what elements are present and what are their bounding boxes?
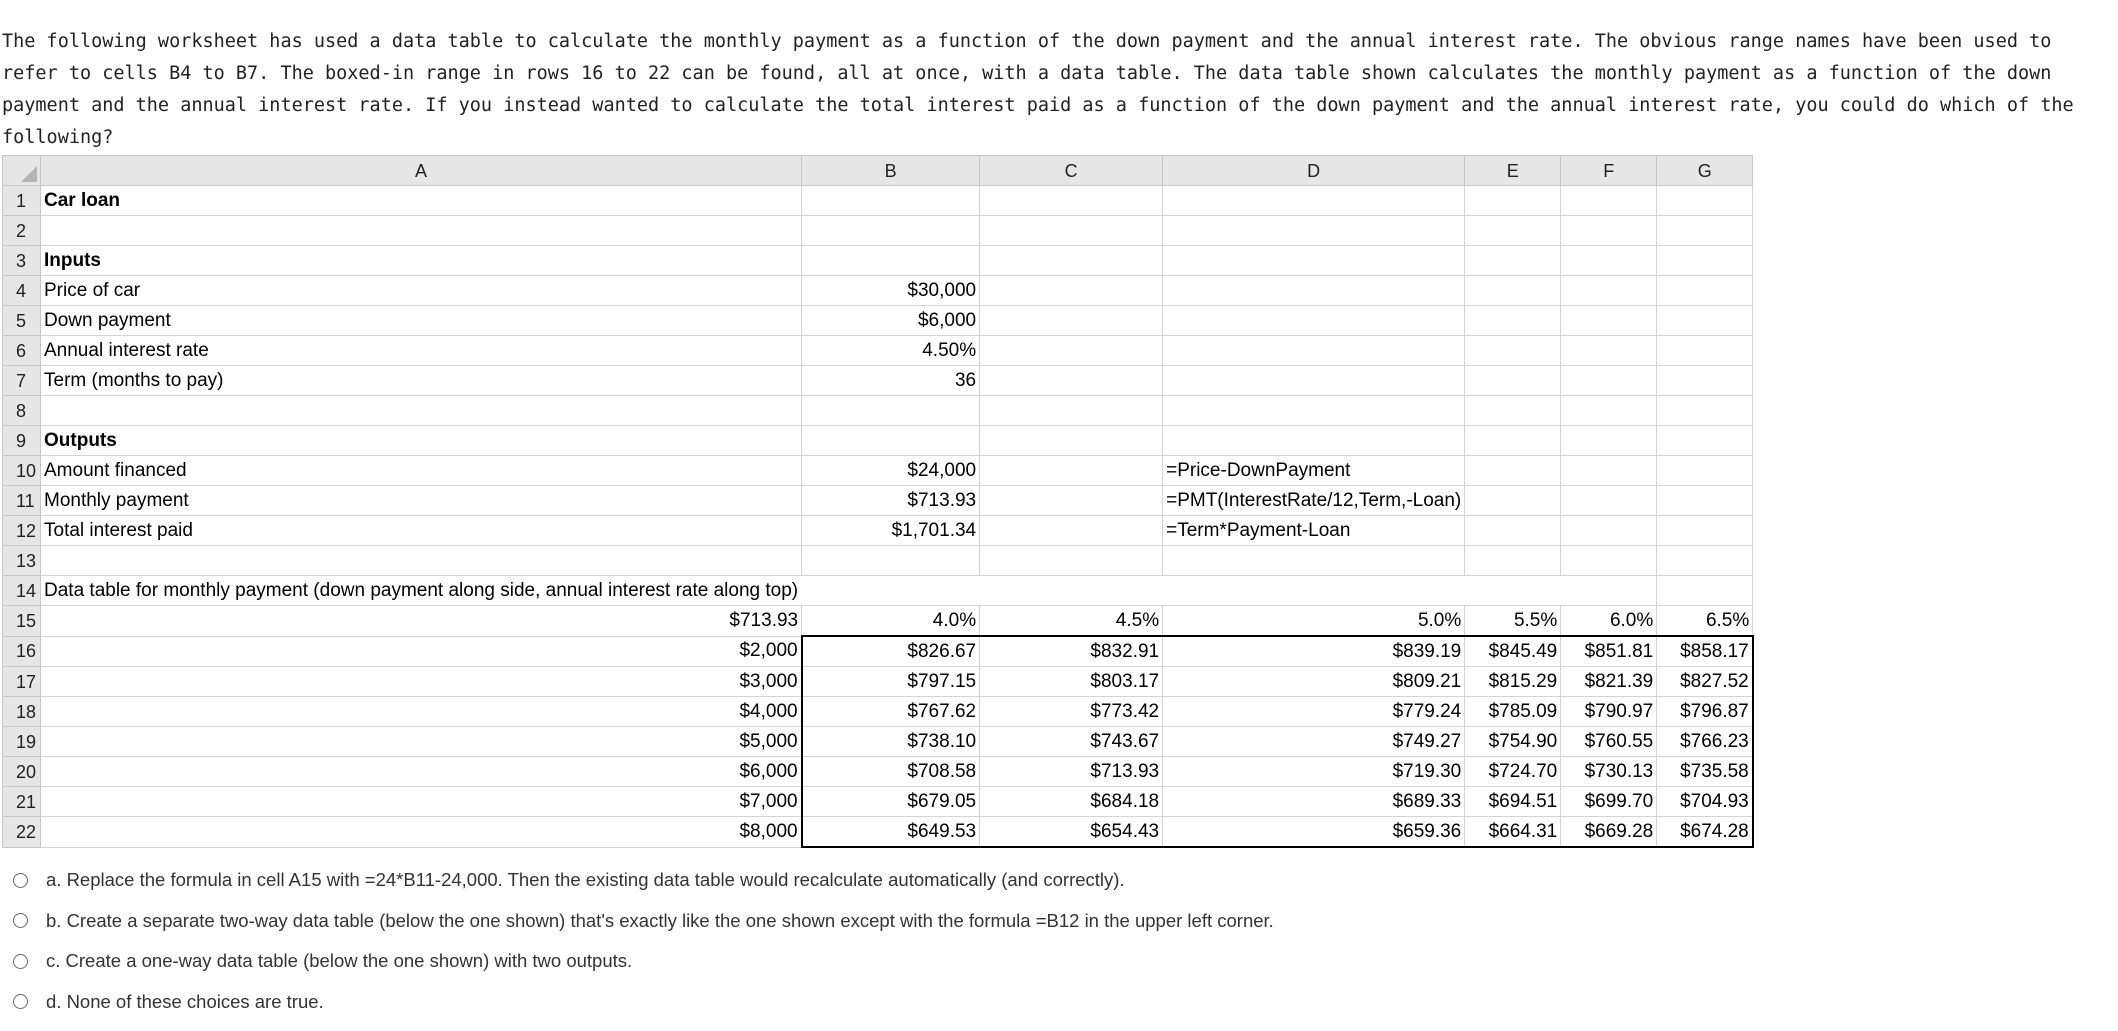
choice-d-label[interactable]: d. None of these choices are true. — [46, 990, 324, 1012]
cell-a7: Term (months to pay) — [41, 366, 802, 396]
cell-f22: $669.28 — [1561, 817, 1657, 848]
cell-g16: $858.17 — [1657, 636, 1753, 667]
cell-a1: Car loan — [41, 186, 802, 216]
cell-g17: $827.52 — [1657, 667, 1753, 697]
cell-a9: Outputs — [41, 426, 802, 456]
cell-d20: $719.30 — [1163, 757, 1465, 787]
cell-e18: $785.09 — [1465, 697, 1561, 727]
cell-b5: $6,000 — [802, 306, 980, 336]
column-header-b: B — [802, 156, 980, 186]
cell-d19: $749.27 — [1163, 727, 1465, 757]
cell-g18: $796.87 — [1657, 697, 1753, 727]
cell-d10: =Price-DownPayment — [1163, 456, 1465, 486]
row-number: 11 — [3, 486, 41, 516]
row-number: 19 — [3, 727, 41, 757]
cell-d16: $839.19 — [1163, 636, 1465, 667]
cell-a10: Amount financed — [41, 456, 802, 486]
cell-e16: $845.49 — [1465, 636, 1561, 667]
cell-e20: $724.70 — [1465, 757, 1561, 787]
cell-b18: $767.62 — [802, 697, 980, 727]
cell-e17: $815.29 — [1465, 667, 1561, 697]
cell-b11: $713.93 — [802, 486, 980, 516]
cell-b19: $738.10 — [802, 727, 980, 757]
cell-a19: $5,000 — [41, 727, 802, 757]
row-number: 14 — [3, 576, 41, 606]
row-number: 5 — [3, 306, 41, 336]
row-number: 4 — [3, 276, 41, 306]
row-number: 8 — [3, 396, 41, 426]
column-header-e: E — [1465, 156, 1561, 186]
radio-button-d[interactable] — [13, 994, 28, 1009]
row-number: 1 — [3, 186, 41, 216]
choice-c-label[interactable]: c. Create a one-way data table (below the one shown) with two outputs. — [46, 950, 633, 972]
cell-c16: $832.91 — [980, 636, 1163, 667]
cell-b17: $797.15 — [802, 667, 980, 697]
row-number: 12 — [3, 516, 41, 546]
cell-f17: $821.39 — [1561, 667, 1657, 697]
cell-b22: $649.53 — [802, 817, 980, 848]
cell-a11: Monthly payment — [41, 486, 802, 516]
cell-a16: $2,000 — [41, 636, 802, 667]
cell-b20: $708.58 — [802, 757, 980, 787]
cell-d22: $659.36 — [1163, 817, 1465, 848]
answer-choices — [13, 860, 1274, 1022]
cell-d12: =Term*Payment-Loan — [1163, 516, 1465, 546]
radio-button-b[interactable] — [13, 913, 28, 928]
column-header-c: C — [980, 156, 1163, 186]
cell-b7: 36 — [802, 366, 980, 396]
row-number: 21 — [3, 787, 41, 817]
cell-a5: Down payment — [41, 306, 802, 336]
radio-button-a[interactable] — [13, 873, 28, 888]
cell-e21: $694.51 — [1465, 787, 1561, 817]
cell-b6: 4.50% — [802, 336, 980, 366]
cell-a14: Data table for monthly payment (down payment along side, annual interest rate along top) — [41, 576, 802, 606]
column-header-g: G — [1657, 156, 1753, 186]
choice-d[interactable] — [13, 982, 1274, 1023]
cell-g22: $674.28 — [1657, 817, 1753, 848]
radio-button-c[interactable] — [13, 954, 28, 969]
cell-f16: $851.81 — [1561, 636, 1657, 667]
choice-a-label[interactable]: a. Replace the formula in cell A15 with =24*B11-24,000. Then the existing data table would recalculate automatically (and correctly). — [46, 869, 1125, 891]
cell-b4: $30,000 — [802, 276, 980, 306]
cell-c15: 4.5% — [980, 606, 1163, 637]
cell-c19: $743.67 — [980, 727, 1163, 757]
cell-d17: $809.21 — [1163, 667, 1465, 697]
row-number: 7 — [3, 366, 41, 396]
row-number: 6 — [3, 336, 41, 366]
row-number: 22 — [3, 817, 41, 848]
cell-c18: $773.42 — [980, 697, 1163, 727]
cell-a20: $6,000 — [41, 757, 802, 787]
choice-b[interactable] — [13, 901, 1274, 942]
column-header-d: D — [1163, 156, 1465, 186]
cell-b16: $826.67 — [802, 636, 980, 667]
cell-f19: $760.55 — [1561, 727, 1657, 757]
cell-d18: $779.24 — [1163, 697, 1465, 727]
cell-e15: 5.5% — [1465, 606, 1561, 637]
row-number: 13 — [3, 546, 41, 576]
cell-a15: $713.93 — [41, 606, 802, 637]
cell-e19: $754.90 — [1465, 727, 1561, 757]
cell-e22: $664.31 — [1465, 817, 1561, 848]
cell-c22: $654.43 — [980, 817, 1163, 848]
row-number: 9 — [3, 426, 41, 456]
question-text: The following worksheet has used a data table to calculate the monthly payment as a function of the down payment and the annual interest rate. The obvious range names have been used to refer to cells B4 to B7. The boxed-in range in rows 16 to 22 can be found, all at once, with a data table. The data table shown calculates the monthly payment as a function of the down payment and the annual interest rate. If you instead wanted to calculate the total interest paid as a function of the down payment and the annual interest rate, you could do which of the following? — [2, 31, 2074, 148]
spreadsheet-image — [2, 155, 1754, 848]
cell-c17: $803.17 — [980, 667, 1163, 697]
choice-a[interactable] — [13, 860, 1274, 901]
cell-f15: 6.0% — [1561, 606, 1657, 637]
cell-g20: $735.58 — [1657, 757, 1753, 787]
cell-f20: $730.13 — [1561, 757, 1657, 787]
row-number: 17 — [3, 667, 41, 697]
spreadsheet-grid — [2, 155, 1754, 848]
cell-a12: Total interest paid — [41, 516, 802, 546]
cell-a17: $3,000 — [41, 667, 802, 697]
cell-a4: Price of car — [41, 276, 802, 306]
cell-d11: =PMT(InterestRate/12,Term,-Loan) — [1163, 486, 1465, 516]
cell-a6: Annual interest rate — [41, 336, 802, 366]
cell-f21: $699.70 — [1561, 787, 1657, 817]
cell-g19: $766.23 — [1657, 727, 1753, 757]
cell-c20: $713.93 — [980, 757, 1163, 787]
row-number: 20 — [3, 757, 41, 787]
column-header-f: F — [1561, 156, 1657, 186]
row-number: 2 — [3, 216, 41, 246]
cell-c21: $684.18 — [980, 787, 1163, 817]
cell-a22: $8,000 — [41, 817, 802, 848]
cell-b15: 4.0% — [802, 606, 980, 637]
cell-d15: 5.0% — [1163, 606, 1465, 637]
cell-g15: 6.5% — [1657, 606, 1753, 637]
cell-f18: $790.97 — [1561, 697, 1657, 727]
cell-b10: $24,000 — [802, 456, 980, 486]
row-number: 16 — [3, 636, 41, 667]
cell-a3: Inputs — [41, 246, 802, 276]
cell-a21: $7,000 — [41, 787, 802, 817]
cell-g21: $704.93 — [1657, 787, 1753, 817]
choice-b-label[interactable]: b. Create a separate two-way data table (below the one shown) that's exactly like the one shown except with the formula =B12 in the upper left corner. — [46, 909, 1274, 931]
row-number: 10 — [3, 456, 41, 486]
cell-d21: $689.33 — [1163, 787, 1465, 817]
cell-b12: $1,701.34 — [802, 516, 980, 546]
row-number: 18 — [3, 697, 41, 727]
choice-c[interactable] — [13, 941, 1274, 982]
select-all-corner — [3, 156, 41, 186]
cell-b21: $679.05 — [802, 787, 980, 817]
row-number: 3 — [3, 246, 41, 276]
row-number: 15 — [3, 606, 41, 637]
column-header-a: A — [41, 156, 802, 186]
cell-a18: $4,000 — [41, 697, 802, 727]
